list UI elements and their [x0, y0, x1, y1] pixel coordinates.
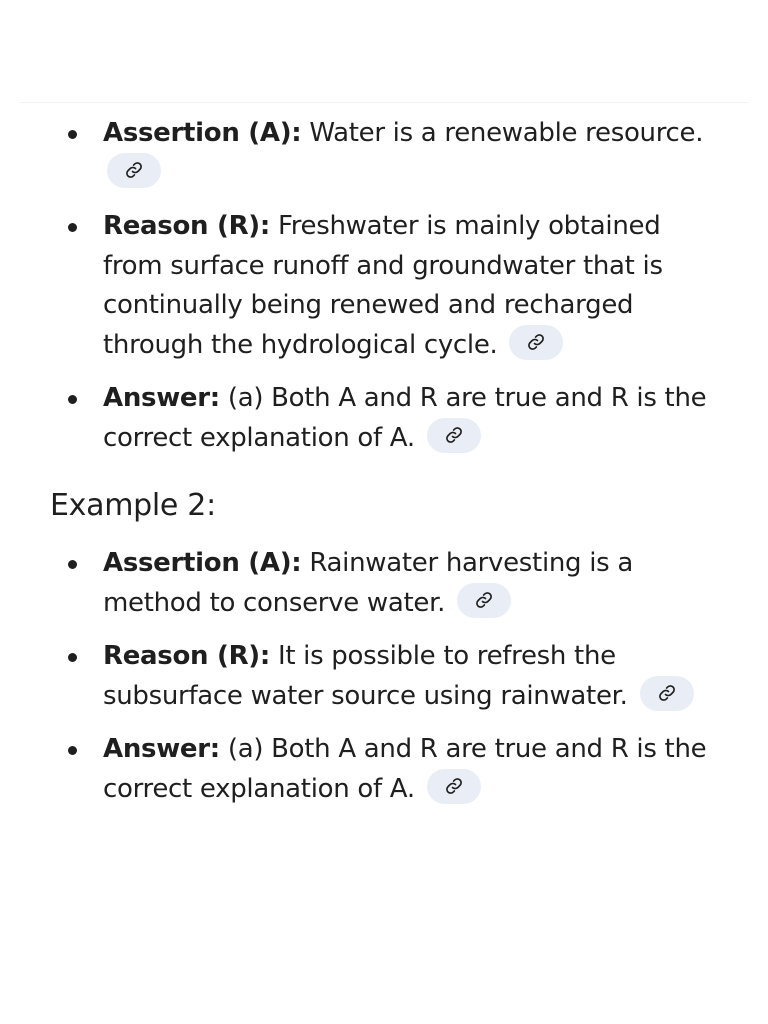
item-label: Assertion (A):: [103, 548, 302, 578]
source-link-button[interactable]: [427, 769, 481, 804]
item-label: Answer:: [103, 383, 220, 413]
list-item: [0, 637, 768, 716]
link-icon: [125, 161, 143, 179]
list-item: [0, 114, 768, 193]
link-icon: [445, 777, 463, 795]
source-link-button[interactable]: [640, 676, 694, 711]
source-link-button[interactable]: [457, 583, 511, 618]
item-label: Answer:: [103, 734, 220, 764]
bullet: [68, 130, 77, 139]
section-heading: Example 2:: [50, 488, 216, 523]
bullet: [68, 395, 77, 404]
link-icon: [445, 426, 463, 444]
item-label: Reason (R):: [103, 641, 270, 671]
response-content: [0, 114, 768, 823]
item-text: It is possible to refresh the subsurface water source using rainwater.: [103, 641, 628, 711]
item-text: Water is a renewable resource.: [301, 118, 704, 148]
link-icon: [475, 591, 493, 609]
item-label: Reason (R):: [103, 211, 270, 241]
example-1-list: [0, 114, 768, 458]
link-icon: [527, 333, 545, 351]
bullet: [68, 223, 77, 232]
item-text: Rainwater harvesting is a method to conserve water.: [103, 548, 633, 618]
link-icon: [658, 684, 676, 702]
item-text: Freshwater is mainly obtained from surface runoff and groundwater that is continually being renewed and recharged through the hydrological cycle.: [103, 211, 663, 360]
source-link-button[interactable]: [509, 325, 563, 360]
bullet: [68, 653, 77, 662]
item-text: (a) Both A and R are true and R is the correct explanation of A.: [103, 734, 707, 804]
list-item: [0, 379, 768, 458]
list-item: [0, 730, 768, 809]
source-link-button[interactable]: [107, 153, 161, 188]
list-item: [0, 544, 768, 623]
list-item: [0, 207, 768, 365]
bullet: [68, 560, 77, 569]
top-divider: [20, 102, 748, 103]
source-link-button[interactable]: [427, 418, 481, 453]
item-text: (a) Both A and R are true and R is the correct explanation of A.: [103, 383, 707, 453]
item-label: Assertion (A):: [103, 118, 302, 148]
bullet: [68, 746, 77, 755]
example-2-list: [0, 544, 768, 809]
